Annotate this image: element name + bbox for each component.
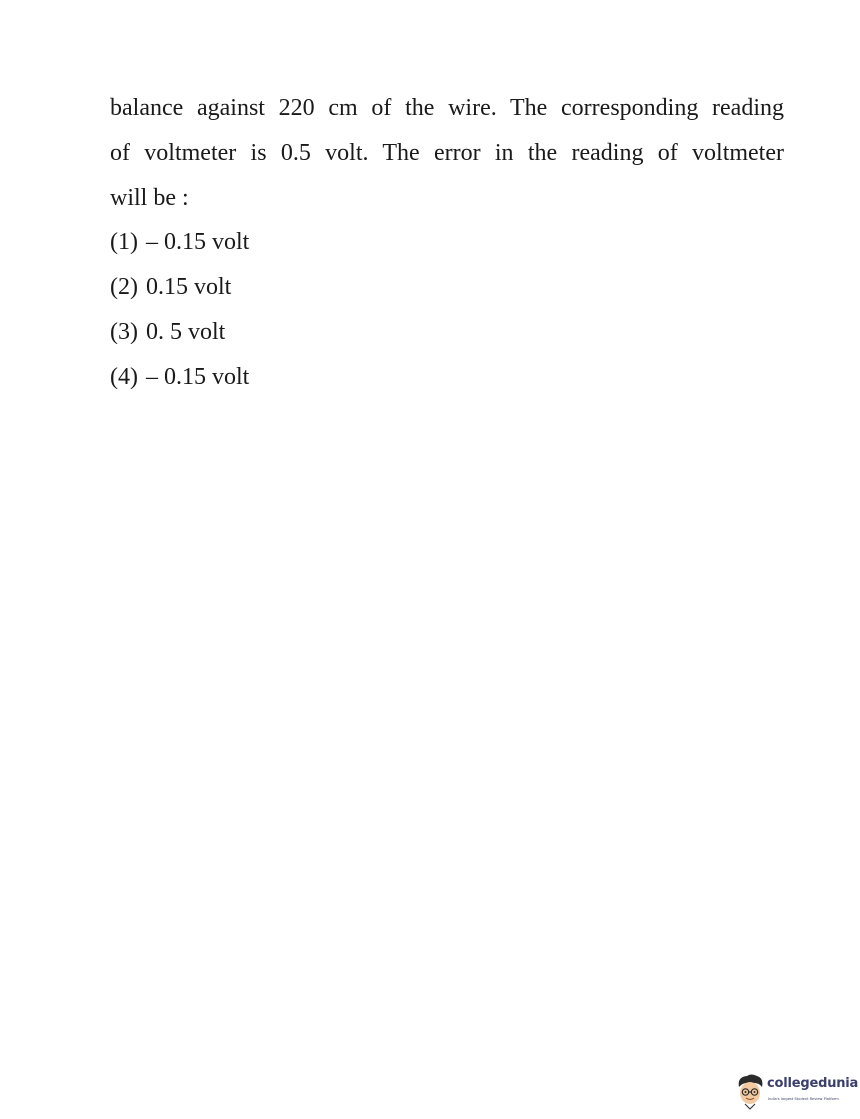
question-text [110, 86, 784, 221]
option-number: (4) [110, 364, 138, 390]
option-text: 0. 5 volt [145, 319, 226, 345]
option-number: (3) [110, 319, 138, 345]
option-text: 0.15 volt [145, 274, 232, 300]
logo-wordmark: collegedunia [767, 1076, 859, 1091]
logo-tagline: India's largest Student Review Platform [768, 1097, 839, 1101]
student-mascot-icon [735, 1073, 765, 1111]
option-number: (1) [110, 229, 138, 255]
question-line-2: of voltmeter is 0.5 volt. The error in the reading of voltmeter [110, 140, 784, 166]
option-1 [110, 220, 249, 265]
collegedunia-logo [735, 1073, 859, 1113]
option-text: – 0.15 volt [145, 229, 250, 255]
option-text: – 0.15 volt [145, 364, 250, 390]
option-3 [110, 310, 249, 355]
option-4 [110, 355, 249, 400]
question-line-3: will be : [110, 185, 189, 211]
option-number: (2) [110, 274, 138, 300]
answer-options [110, 220, 249, 400]
question-line-1: balance against 220 cm of the wire. The corresponding reading [110, 95, 784, 121]
option-2 [110, 265, 249, 310]
